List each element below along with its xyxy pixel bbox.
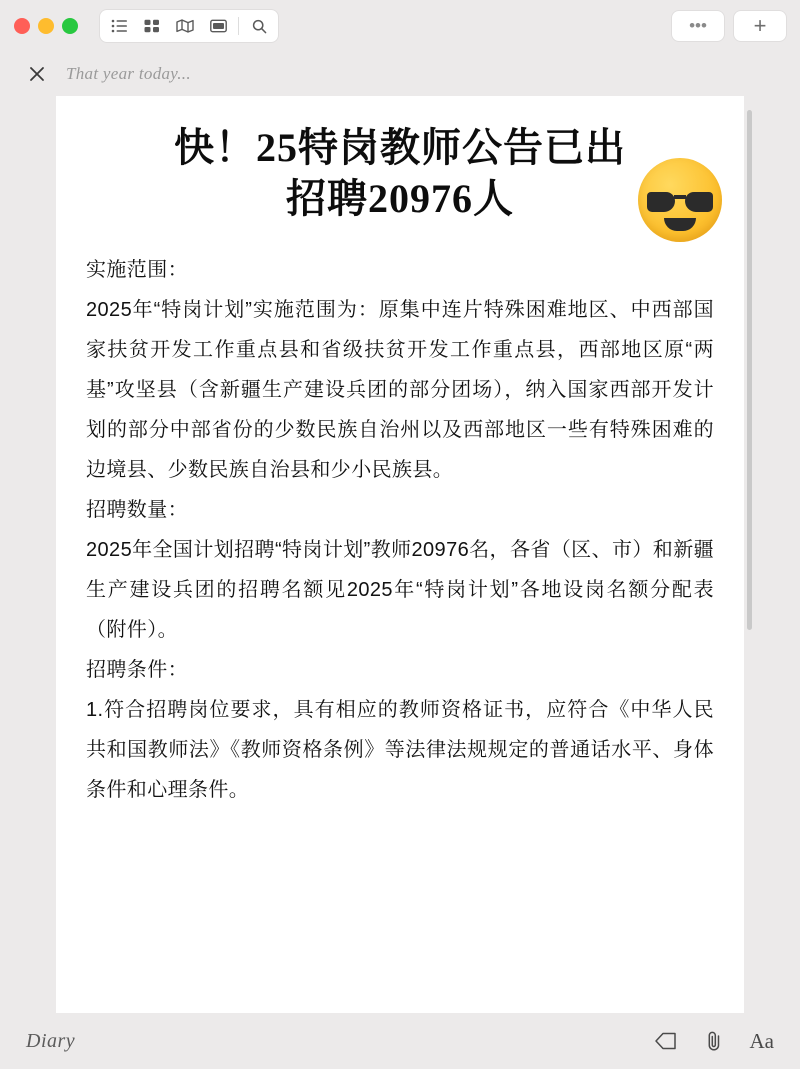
grid-view-icon[interactable] xyxy=(136,13,168,39)
zoom-window-button[interactable] xyxy=(62,18,78,34)
section-body: 2025年“特岗计划”实施范围为：原集中连片特殊困难地区、中西部国家扶贫开发工作重点县和省级扶贫开发工作重点县，西部地区原“两基”攻坚县（含新疆生产建设兵团的部分团场），纳入国家西部开发计划的部分中部省份的少数民族自治州以及西部地区一些有特殊困难的边境县、少数民族自治县和少小民族县。 xyxy=(86,299,714,482)
section-body: 1.符合招聘岗位要求，具有相应的教师资格证书，应符合《中华人民共和国教师法》《教师资格条例》等法律法规规定的普通话水平、身体条件和心理条件。 xyxy=(86,699,714,802)
sunglasses-shape xyxy=(647,192,713,212)
section-body: 2025年全国计划招聘“特岗计划”教师20976名，各省（区、市）和新疆生产建设兵团的招聘名额见2025年“特岗计划”各地设岗名额分配表（附件）。 xyxy=(86,539,714,642)
page-title-line1: 快！25特岗教师公告已出 xyxy=(174,125,626,170)
minimize-window-button[interactable] xyxy=(38,18,54,34)
page-title-line2: 招聘20976人 xyxy=(286,176,514,222)
attachment-icon[interactable] xyxy=(704,1030,724,1052)
note-page[interactable] xyxy=(56,96,744,1013)
toolbar-divider xyxy=(238,17,239,35)
document-area xyxy=(0,96,800,1013)
tag-icon[interactable] xyxy=(654,1030,678,1052)
view-toolbar xyxy=(100,10,278,42)
footer-bar xyxy=(0,1013,800,1069)
add-note-button[interactable]: + xyxy=(734,11,786,41)
footer-actions xyxy=(654,1029,775,1054)
emoji-mouth xyxy=(664,218,696,231)
section-heading: 实施范围： xyxy=(86,259,188,282)
breadcrumb[interactable]: That year today... xyxy=(66,64,191,83)
note-body xyxy=(86,250,714,810)
section-heading: 招聘条件： xyxy=(86,659,188,682)
more-options-button[interactable]: ••• xyxy=(672,11,724,41)
title-bar xyxy=(0,0,800,52)
list-view-icon[interactable] xyxy=(103,13,135,39)
search-icon[interactable] xyxy=(243,13,275,39)
vertical-scrollbar[interactable] xyxy=(747,110,752,630)
page-title xyxy=(86,122,714,224)
close-icon[interactable] xyxy=(26,63,48,85)
sub-header xyxy=(0,52,800,96)
window-controls xyxy=(14,18,78,34)
close-window-button[interactable] xyxy=(14,18,30,34)
map-view-icon[interactable] xyxy=(169,13,201,39)
section-heading: 招聘数量： xyxy=(86,499,188,522)
cool-face-sunglasses-icon xyxy=(638,158,722,242)
notebook-title: Diary xyxy=(26,1029,76,1052)
font-size-icon[interactable]: Aa xyxy=(749,1028,774,1053)
card-view-icon[interactable] xyxy=(202,13,234,39)
